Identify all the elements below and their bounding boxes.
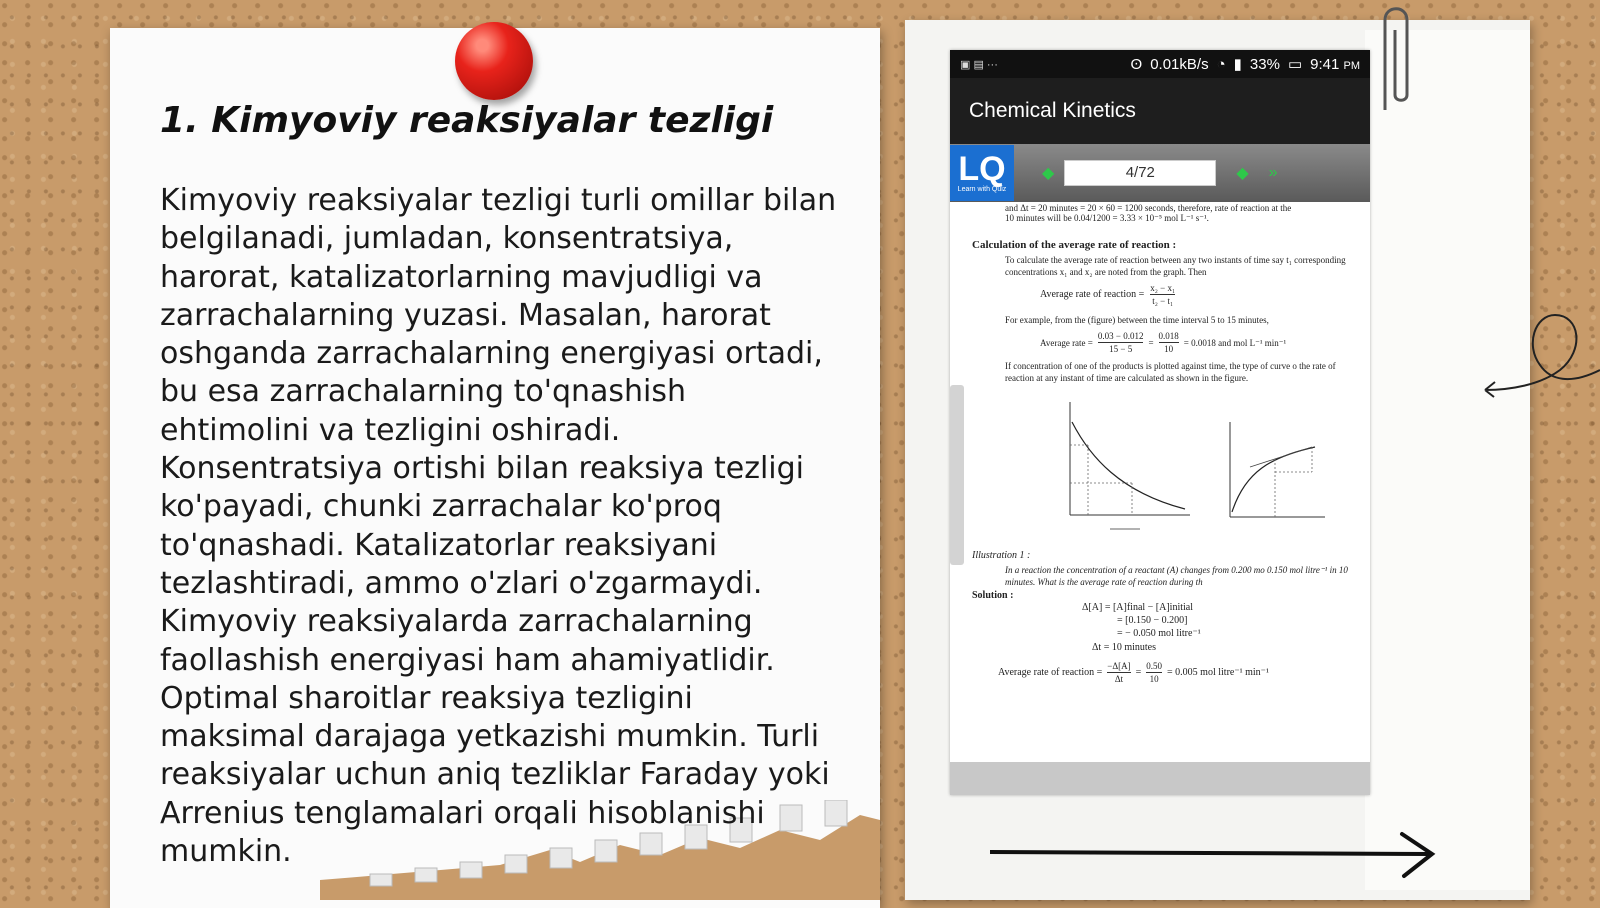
paperclip-icon <box>1375 0 1415 125</box>
notification-icons: ▣ ▤ ··· <box>960 58 998 71</box>
product-formation-graph <box>1220 417 1330 527</box>
sol5-numerator: −Δ[A] <box>1107 661 1131 671</box>
doc-equation-2: Average rate = $\frac{0.03 - 0.012}{15 - 5}$ = $\frac{0.018}{10}$ = 0.0018 and mol L⁻¹ min⁻¹ <box>1040 331 1287 354</box>
doc-paragraph-2: For example, from the (figure) between the time interval 5 to 15 minutes, <box>1005 315 1269 325</box>
doc-illustration-text: In a reaction the concentration of a reactant (A) changes from 0.200 mo 0.150 mol litre⁻¹ in 10 minutes. What is the average rate of reaction during th <box>1005 565 1348 587</box>
clock-time: 9:41 <box>1310 55 1340 73</box>
app-bar <box>950 78 1370 144</box>
right-arrow-icon <box>990 830 1450 880</box>
eq2-denominator: 15 − 5 <box>1109 344 1133 354</box>
sol5-label: Average rate of reaction = <box>998 666 1103 678</box>
eq2-denominator-2: 10 <box>1164 344 1174 354</box>
doc-solution-line-1: Δ[A] = [A]final − [A]initial <box>1082 602 1194 613</box>
app-logo-caption: Learn with Quiz <box>957 186 1007 193</box>
app-title: Chemical Kinetics <box>969 99 1136 122</box>
eq2-numerator-2: 0.018 <box>1158 331 1179 341</box>
slide-title: 1. Kimyoviy reaksiyalar tezligi <box>160 100 774 141</box>
sol5-denominator: Δt <box>1114 674 1124 684</box>
doc-solution-line-3: = − 0.050 mol litre⁻¹ <box>1117 628 1201 639</box>
right-paper-back-sheet <box>1365 30 1530 890</box>
doc-paragraph-3: If concentration of one of the products is plotted against time, the type of curve o the rate of reaction at any instant of time are calculated as shown in the figure. <box>1005 361 1336 383</box>
loop-arrow-doodle-icon <box>1480 310 1600 410</box>
eq1-denominator: t₂ − t₁ <box>1152 296 1174 306</box>
doc-scrollbar[interactable] <box>950 385 964 565</box>
doc-illustration-label: Illustration 1 : <box>972 550 1031 561</box>
eq1-numerator: x₂ − x₁ <box>1150 283 1176 293</box>
pdf-page <box>950 202 1370 795</box>
status-bar <box>950 50 1370 78</box>
bottom-bar <box>950 762 1370 795</box>
doc-solution-line-4: Δt = 10 minutes <box>1092 642 1157 653</box>
app-logo-text: LQ <box>958 150 1006 188</box>
next-page-icon[interactable]: ◆ <box>1236 165 1249 182</box>
eq1-label: Average rate of reaction = <box>1040 288 1145 300</box>
doc-solution-line-2: = [0.150 − 0.200] <box>1117 615 1188 626</box>
doc-equation-1 <box>1040 282 1175 307</box>
doc-paragraph-1: To calculate the average rate of reaction between any two instants of time say t₁ corresponding concentrations x₁ and x₂ are noted from the graph. Then <box>1005 255 1346 277</box>
eq2-label: Average rate = <box>1040 337 1093 348</box>
page-indicator-field[interactable]: 4/72 <box>1064 160 1216 186</box>
doc-top-line-1: and Δt = 20 minutes = 20 × 60 = 1200 seconds, therefore, rate of reaction at the <box>1005 203 1292 213</box>
bluetooth-icon: ʘ <box>1130 55 1143 73</box>
concentration-decay-graph <box>1050 397 1200 537</box>
battery-icon: ▭ <box>1287 56 1303 73</box>
phone-screenshot <box>950 50 1370 795</box>
sol5-result: = 0.005 mol litre⁻¹ min⁻¹ <box>1167 666 1269 678</box>
eq2-result: = 0.0018 and mol L⁻¹ min⁻¹ <box>1183 337 1287 348</box>
doc-top-line-2: 10 minutes will be 0.04/1200 = 3.33 × 10⁻⁵ mol L⁻¹ s⁻¹. <box>1005 213 1209 223</box>
sol5-numerator-2: 0.50 <box>1146 661 1163 671</box>
app-logo[interactable] <box>950 145 1014 201</box>
signal-icon: ▮ <box>1233 56 1242 73</box>
network-speed: 0.01kB/s <box>1150 55 1209 73</box>
battery-percent: 33% <box>1249 55 1280 73</box>
wifi-icon: ◔ <box>1216 55 1226 73</box>
last-page-icon[interactable]: » <box>1268 164 1278 181</box>
pdf-toolbar <box>950 144 1370 202</box>
doc-solution-label: Solution : <box>972 590 1014 601</box>
sol5-denominator-2: 10 <box>1149 674 1159 684</box>
doc-solution-equation: Average rate of reaction = $\frac{-\Delta[A]}{\Delta t}$ = $\frac{0.50}{10}$ = 0.005 mol litre⁻¹ min⁻¹ <box>998 661 1269 684</box>
slide-paragraph: Kimyoviy reaksiyalar tezligi turli omillar bilan belgilanadi, jumladan, konsentratsiya, harorat, katalizatorlarning mavjudligi va zarrachalarning yuzasi. Masalan, harorat oshganda zarrachalarning energiyasi ortadi, bu esa zarrachalarning to'qnashish ehtimolini va tezligini oshiradi. Konsentratsiya ortishi bilan reaksiya tezligi ko'payadi, chunki zarrachalar ko'proq to'qnashadi. Katalizatorlar reaksiyani tezlashtiradi, ammo o'zlari o'zgarmaydi. Kimyoviy reaksiyalarda zarrachalarning faollashish energiyasi ham ahamiyatlidir. Optimal sharoitlar reaksiya tezligini maksimal darajaga yetkazishi mumkin. Turli reaksiyalar uchun aniq tezliklar Faraday yoki Arrenius tenglamalari orqali hisoblanishi mumkin. <box>160 183 837 870</box>
eq2-numerator: 0.03 − 0.012 <box>1097 331 1144 341</box>
doc-heading: Calculation of the average rate of reaction : <box>972 239 1177 251</box>
clock-ampm: PM <box>1343 59 1360 72</box>
red-pushpin-icon <box>455 22 533 100</box>
prev-page-icon[interactable]: ◆ <box>1042 165 1055 182</box>
